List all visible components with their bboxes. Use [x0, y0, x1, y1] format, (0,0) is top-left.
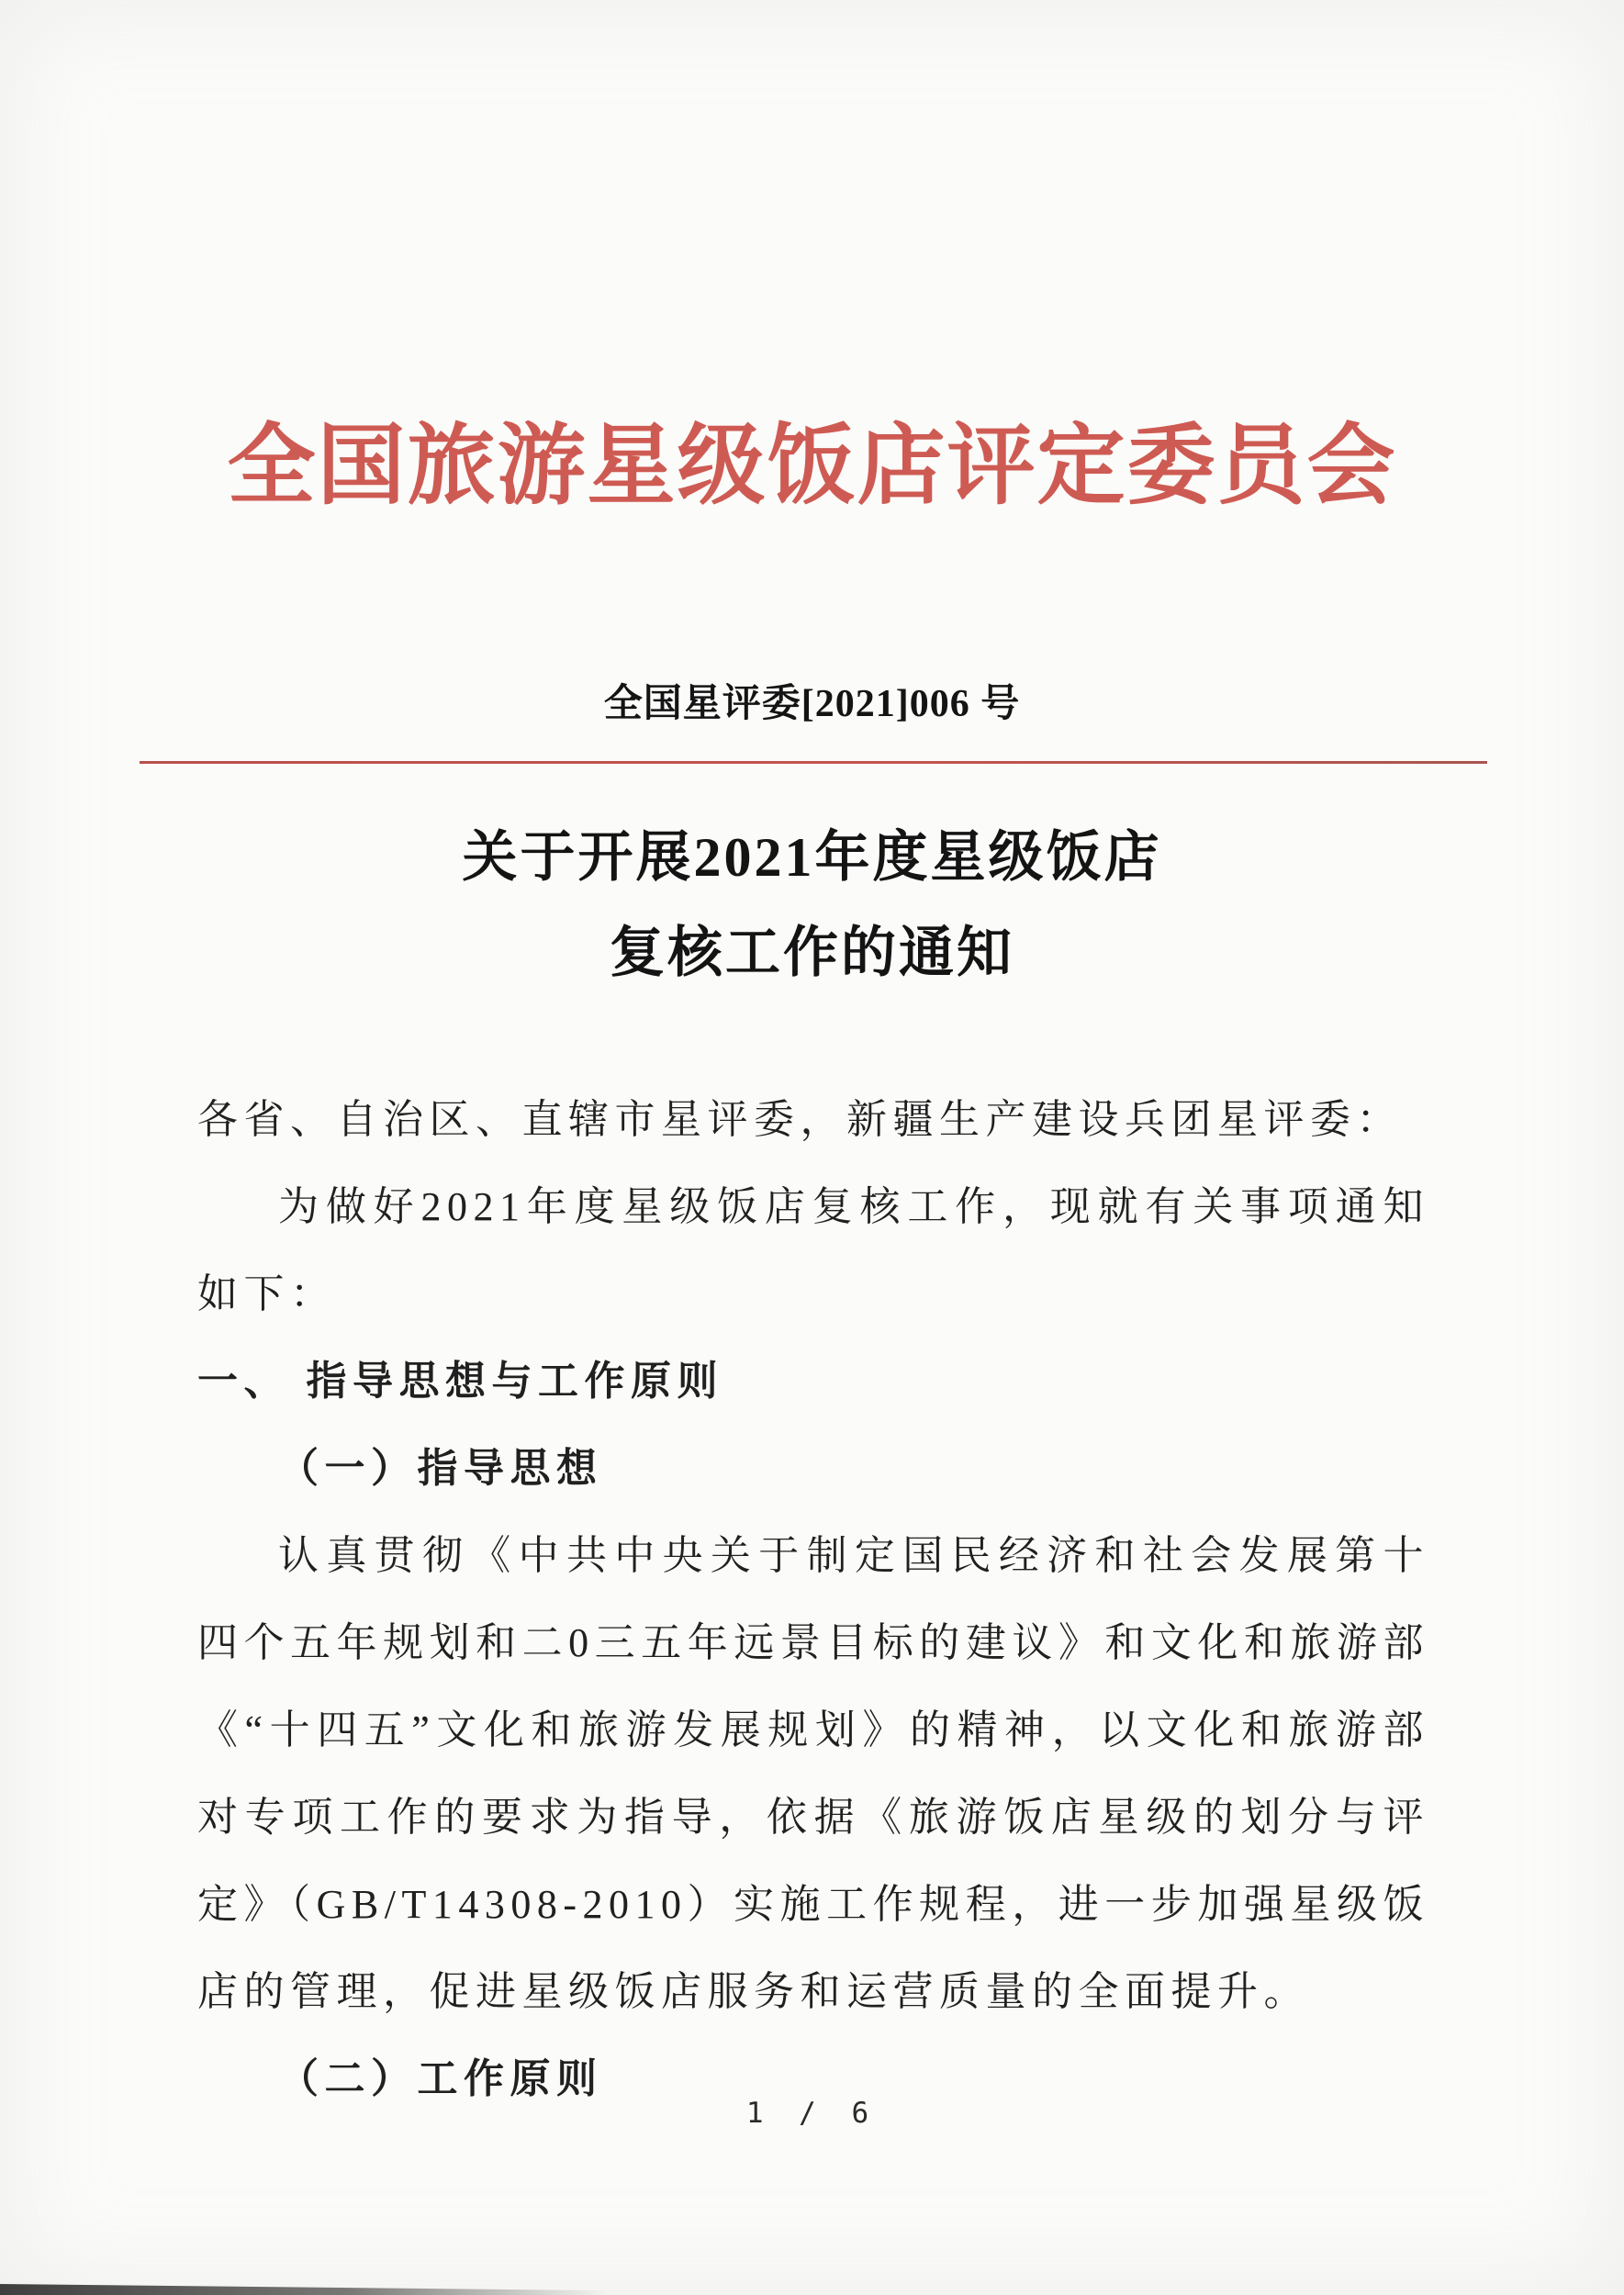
section-1-heading: 一、 指导思想与工作原则 [197, 1359, 723, 1404]
subsection-1-heading: （一）指导思想 [278, 1446, 603, 1491]
salutation-line: 各省、自治区、直辖市星评委，新疆生产建设兵团星评委： [197, 1097, 1403, 1142]
document-title [0, 810, 1624, 1001]
subsection-1-paragraph: 认真贯彻《中共中央关于制定国民经济和社会发展第十四个五年规划和二0三五年远景目标的建议》和文化和旅游部《“十四五”文化和旅游发展规划》的精神，以文化和旅游部对专项工作的要求为指导，依据《旅游饭店星级的划分与评定》（GB/T14308-2010）实施工作规程，进一步加强星级饭店的管理，促进星级饭店服务和运营质量的全面提升。 [197, 1533, 1429, 2014]
document-number: 全国星评委[2021]006 号 [603, 683, 1021, 725]
letterhead-title: 全国旅游星级饭店评定委员会 [227, 417, 1397, 515]
red-divider-line [140, 761, 1487, 764]
scan-edge-artifact [0, 2280, 633, 2295]
document-title-line-1: 关于开展2021年度星级饭店 [462, 827, 1162, 888]
page-number: 1 / 6 [745, 2097, 879, 2130]
subsection-2-heading: （二）工作原则 [278, 2056, 603, 2101]
document-title-line-2: 复核工作的通知 [610, 923, 1014, 983]
document-body [197, 1076, 1429, 2122]
intro-paragraph: 为做好2021年度星级饭店复核工作，现就有关事项通知如下： [197, 1184, 1429, 1316]
